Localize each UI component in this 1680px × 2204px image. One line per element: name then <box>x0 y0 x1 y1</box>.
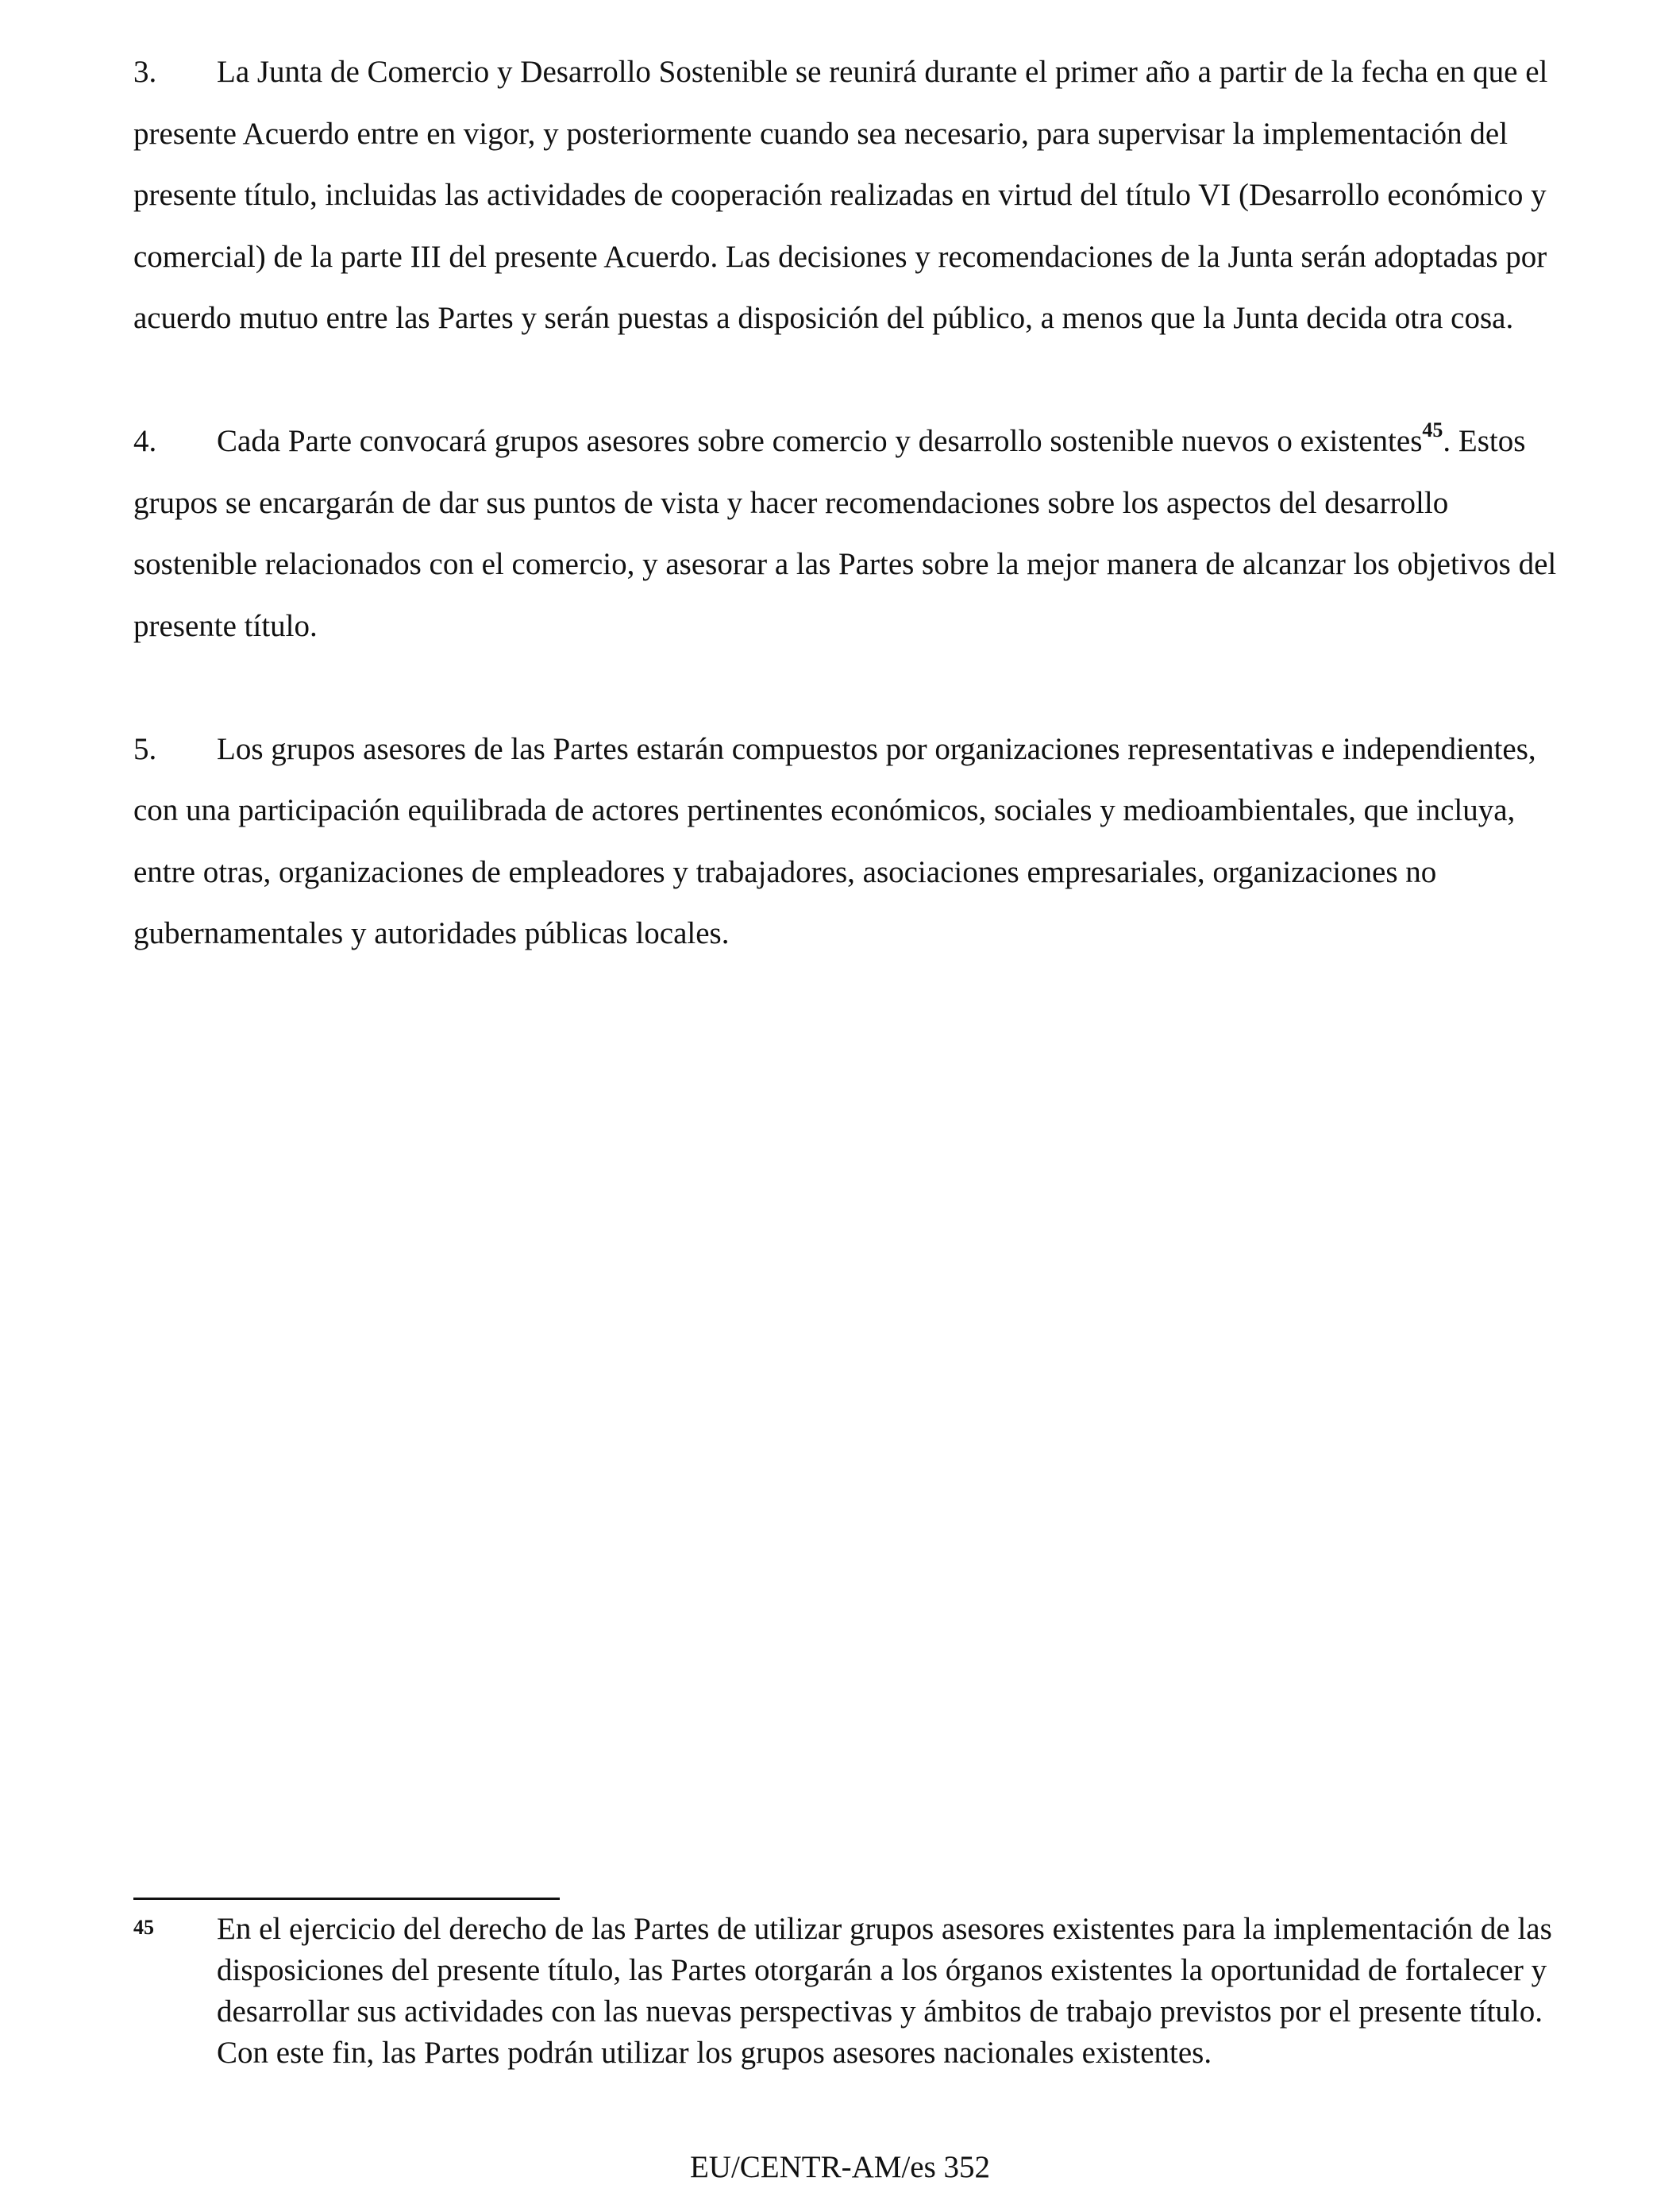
page-footer: EU/CENTR-AM/es 352 <box>689 2150 991 2184</box>
paragraph-5 <box>133 719 1562 965</box>
footnote-text: En el ejercicio del derecho de las Partes de utilizar grupos asesores existentes para la implementación de las disposiciones del presente título, las Partes otorgarán a los órganos existentes la oportunidad de fortalecer y desarrollar sus actividades con las nuevas perspectivas y ámbitos de trabajo previstos por el presente título. Con este fin, las Partes podrán utilizar los grupos asesores nacionales existentes. <box>217 1912 1552 2070</box>
paragraph-number: 3. <box>133 55 157 89</box>
footnote-separator <box>133 1898 560 1900</box>
document-body <box>133 41 1562 1026</box>
paragraph-number: 5. <box>133 731 157 766</box>
footnote <box>133 1909 1562 2074</box>
paragraph-3 <box>133 41 1562 349</box>
footnote-number: 45 <box>133 1916 154 1939</box>
paragraph-text: Cada Parte convocará grupos asesores sobre comercio y desarrollo sostenible nuevos o existentes <box>217 424 1423 458</box>
paragraph-4 <box>133 410 1562 657</box>
footnote-reference[interactable]: 45 <box>1422 418 1443 441</box>
paragraph-number: 4. <box>133 424 157 458</box>
paragraph-text: La Junta de Comercio y Desarrollo Sostenible se reunirá durante el primer año a partir de la fecha en que el presente Acuerdo entre en vigor, y posteriormente cuando sea necesario, para supervisar la implementación del presente título, incluidas las actividades de cooperación realizadas en virtud del título VI (Desarrollo económico y comercial) de la parte III del presente Acuerdo. Las decisiones y recomendaciones de la Junta serán adoptadas por acuerdo mutuo entre las Partes y serán puestas a disposición del público, a menos que la Junta decida otra cosa. <box>133 55 1548 335</box>
paragraph-text: Los grupos asesores de las Partes estarán compuestos por organizaciones representativas e independientes, con una participación equilibrada de actores pertinentes económicos, sociales y medioambientales, que incluya, entre otras, organizaciones de empleadores y trabajadores, asociaciones empresariales, organizaciones no gubernamentales y autoridades públicas locales. <box>133 731 1536 950</box>
paragraph-text-continued: . Estos grupos se encargarán de dar sus puntos de vista y hacer recomendaciones sobre los aspectos del desarrollo sostenible relacionados con el comercio, y asesorar a las Partes sobre la mejor manera de alcanzar los objetivos del presente título. <box>133 424 1557 643</box>
